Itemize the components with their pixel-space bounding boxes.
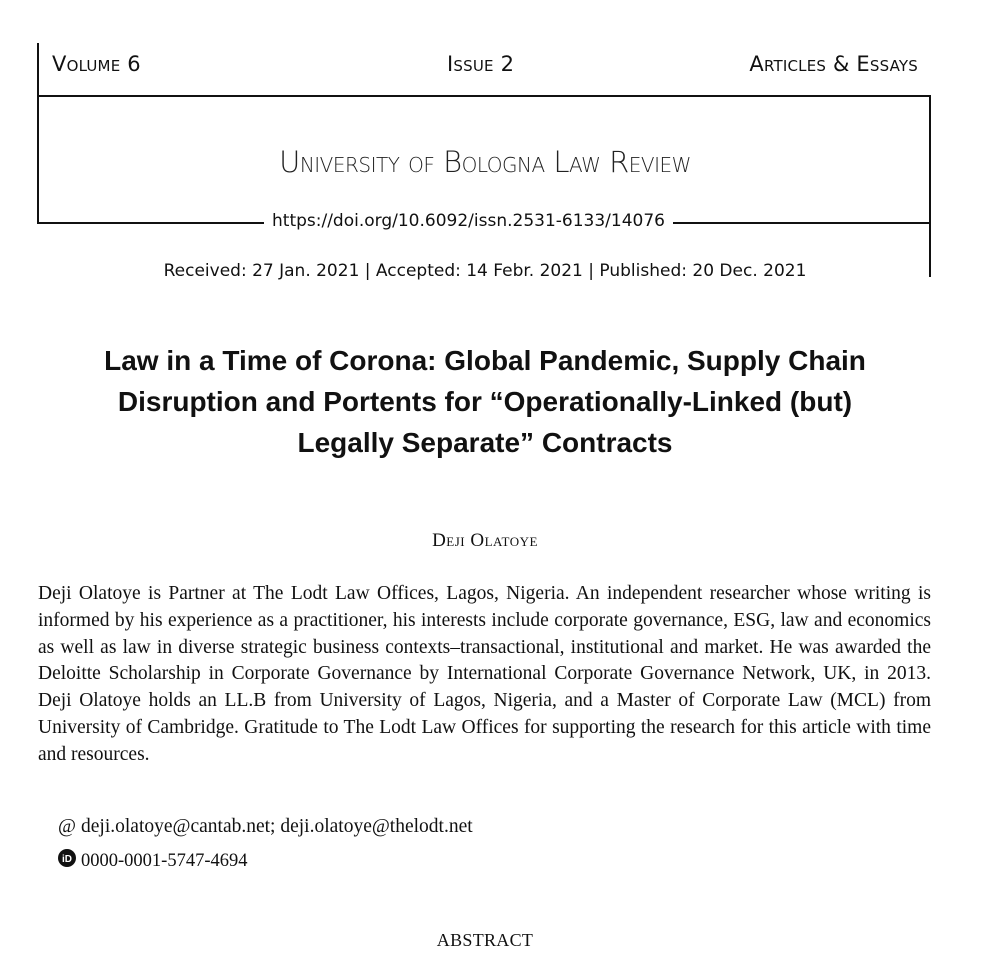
orcid-badge-text: iD <box>62 854 72 865</box>
header-frame-right <box>929 95 931 277</box>
header-frame-left <box>37 43 39 97</box>
author-bio: Deji Olatoye is Partner at The Lodt Law Offices, Lagos, Nigeria. An independent researcher whose writing is informed by his experience as a practitioner, his interests include corporate governance, ESG, law and economics as well as law in diverse strategic business contexts–transactional, institutional and market. He was awarded the Deloitte Scholarship in Corporate Governance by International Corporate Governance Network, UK, in 2013. Deji Olatoye holds an LL.B from University of Lagos, Nigeria, and a Master of Corporate Law (MCL) from University of Cambridge. Gratitude to The Lodt Law Offices for supporting the research for this article with time and resources. <box>38 583 931 765</box>
email-row <box>57 816 473 838</box>
abstract-heading: ABSTRACT <box>436 930 534 950</box>
at-icon: @ <box>58 816 76 837</box>
journal-name: University of Bologna Law Review <box>279 145 691 179</box>
doi-link[interactable]: https://doi.org/10.6092/issn.2531-6133/14076 <box>264 211 673 231</box>
orcid-icon <box>57 848 77 874</box>
volume-label: Volume 6 <box>52 52 141 76</box>
author-orcid[interactable]: 0000-0001-5747-4694 <box>81 850 248 871</box>
orcid-row <box>57 848 247 874</box>
publication-dates: Received: 27 Jan. 2021 | Accepted: 14 Febr. 2021 | Published: 20 Dec. 2021 <box>163 261 807 281</box>
header-rule-top <box>37 95 931 97</box>
issue-label: Issue 2 <box>447 52 515 76</box>
author-email[interactable]: deji.olatoye@cantab.net; deji.olatoye@thelodt.net <box>81 816 473 837</box>
section-label: Articles & Essays <box>749 52 918 76</box>
author-name: Deji Olatoye <box>432 530 538 551</box>
article-title: Law in a Time of Corona: Global Pandemic, Supply Chain Disruption and Portents for “Operationally-Linked (but) Legally Separate” Contracts <box>104 345 866 458</box>
